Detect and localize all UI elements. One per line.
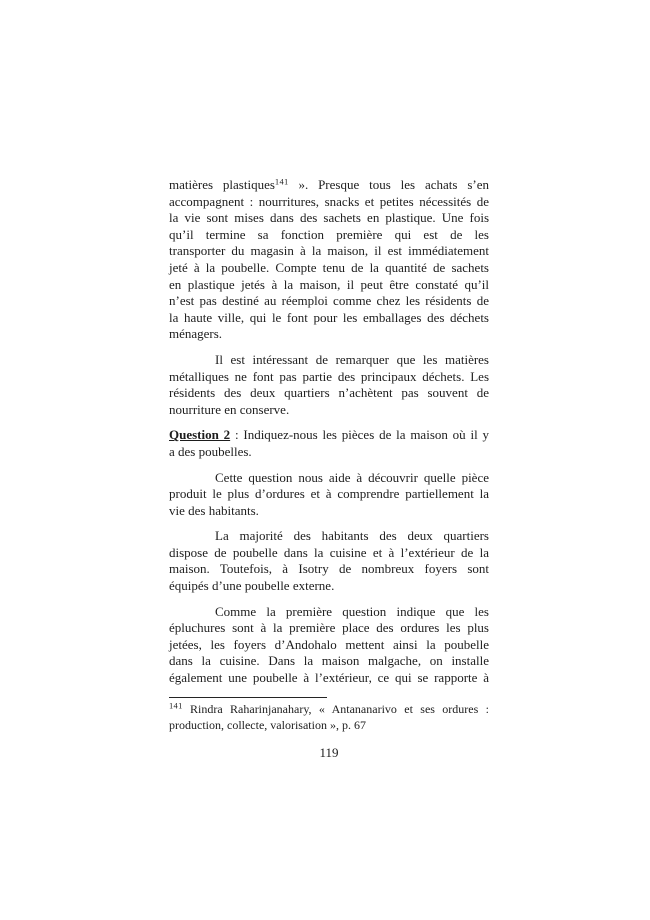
text-line: jetées, les foyers d’Andohalo mettent ainsi la poubelle bbox=[169, 636, 489, 652]
paragraph-question-2 bbox=[169, 427, 489, 460]
text-segment: matières plastiques bbox=[169, 177, 275, 192]
text-line bbox=[169, 427, 489, 444]
footnote-line bbox=[169, 701, 489, 717]
text-line: produit le plus d’ordures et à comprendre partiellement la bbox=[169, 486, 489, 502]
text-line: a des poubelles. bbox=[169, 443, 252, 459]
text-line: jeté à la poubelle. Compte tenu de la quantité de sachets bbox=[169, 259, 489, 275]
footnote-ref: 141 bbox=[274, 176, 289, 187]
text-line: Cette question nous aide à découvrir quelle pièce bbox=[215, 469, 489, 485]
paragraph bbox=[169, 528, 489, 594]
text-line: dans la cuisine. Dans la maison malgache, on installe bbox=[169, 653, 489, 669]
footnote-line: production, collecte, valorisation », p. 67 bbox=[169, 717, 366, 732]
footnote-separator bbox=[169, 697, 327, 698]
text-line: La majorité des habitants des deux quartiers bbox=[215, 528, 489, 544]
text-line: la vie sont mises dans des sachets en plastique. Une fois bbox=[169, 210, 489, 226]
text-line: métalliques ne font pas partie des principaux déchets. Les bbox=[169, 368, 489, 384]
question-label: Question 2 bbox=[169, 427, 231, 443]
paragraph bbox=[169, 177, 489, 343]
footnote-marker: 141 bbox=[169, 700, 183, 711]
text-line: épluchures sont à la première place des ordures les plus bbox=[169, 620, 489, 636]
text-line bbox=[169, 177, 489, 194]
text-line: nourriture en conserve. bbox=[169, 401, 290, 417]
text-line: en plastique jetés à la maison, il peut être constaté qu’il bbox=[169, 276, 489, 292]
text-line: maison. Toutefois, à Isotry de nombreux foyers sont bbox=[169, 561, 489, 577]
paragraph bbox=[169, 604, 489, 687]
paragraph bbox=[169, 352, 489, 418]
text-line: ménagers. bbox=[169, 326, 223, 342]
text-line: résidents des deux quartiers n’achètent pas souvent de bbox=[169, 385, 489, 401]
text-segment: : Indiquez-nous les pièces de la maison où il y bbox=[230, 427, 489, 443]
text-segment: Rindra Raharinjanahary, « Antananarivo et ses ordures : bbox=[182, 701, 489, 716]
text-line: accompagnent : nourritures, snacks et petites nécessités de bbox=[169, 193, 489, 209]
text-line: dispose de poubelle dans la cuisine et à l’extérieur de la bbox=[169, 544, 489, 560]
text-line: équipés d’une poubelle externe. bbox=[169, 578, 335, 594]
text-segment: ». Presque tous les achats s’en bbox=[288, 177, 489, 192]
text-line: qu’il termine sa fonction première qui est de les bbox=[169, 226, 489, 242]
text-line: vie des habitants. bbox=[169, 502, 259, 518]
text-line: n’est pas destiné au réemploi comme chez les résidents de bbox=[169, 293, 489, 309]
text-block bbox=[169, 177, 489, 761]
text-line: Comme la première question indique que les bbox=[215, 603, 489, 619]
footnote bbox=[169, 701, 489, 733]
text-line: Il est intéressant de remarquer que les matières bbox=[215, 351, 489, 367]
text-line: la haute ville, qui le font pour les emballages des déchets bbox=[169, 309, 489, 325]
paragraph bbox=[169, 470, 489, 520]
page-number: 119 bbox=[319, 744, 339, 760]
text-line: également une poubelle à l’extérieur, ce qui se rapporte à bbox=[169, 670, 489, 686]
text-line: transporter du magasin à la maison, il est immédiatement bbox=[169, 243, 489, 259]
